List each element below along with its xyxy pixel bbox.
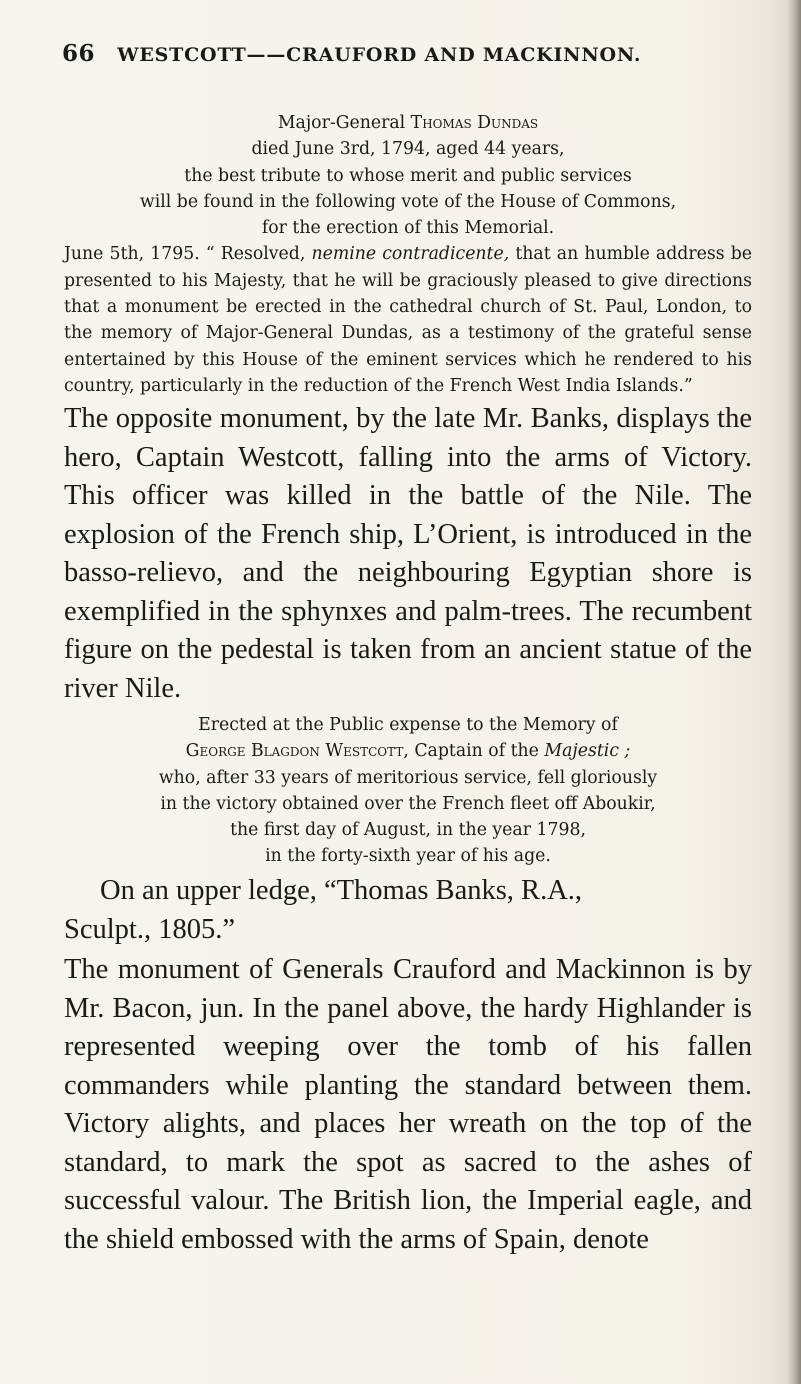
sculptor-note — [64, 872, 752, 949]
inscription-line: died June 3rd, 1794, aged 44 years, — [251, 139, 565, 160]
sculptor-line: On an upper ledge, “Thomas Banks, R.A., — [100, 875, 583, 906]
running-title: WESTCOTT——CRAUFORD AND MACKINNON. — [117, 44, 642, 66]
ship-name: Majestic ; — [544, 741, 631, 762]
paragraph-westcott-monument: The opposite monument, by the late Mr. Banks, displays the hero, Captain Westcott, falling into the arms of Victory. This officer was killed in the battle of the Nile. The explosion of the French ship, L’Orient, is introduced in the basso-relievo, and the neighbouring Egyptian shore is exemplified in the sphynxes and palm-trees. The recumbent figure on the pedestal is taken from an ancient statue of the river Nile. — [64, 403, 752, 704]
westcott-inscription — [64, 712, 752, 870]
inscription-line: the first day of August, in the year 1798, — [230, 820, 586, 841]
inscription-line: George Blagdon Westcott, Captain of the Majestic ; — [185, 741, 631, 762]
inscription-line: for the erection of this Memorial. — [261, 218, 555, 239]
dundas-name: Thomas Dundas — [410, 113, 539, 133]
commons-resolution: June 5th, 1795. “ Resolved, nemine contradicente, that an humble address be presented to his Majesty, that he will be graciously pleased to give directions that a monument be erected in the cathedral church of St. Paul, London, to the memory of Major-General Dundas, as a testimony of the grateful sense entertained by this House of the eminent services which he rendered to his country, particularly in the reduction of the French West India Islands.” — [64, 244, 752, 396]
inscription-line: in the forty-sixth year of his age. — [265, 846, 551, 867]
inscription-line: who, after 33 years of meritorious service, fell gloriously — [158, 767, 658, 788]
inscription-line: will be found in the following vote of the House of Commons, — [139, 191, 677, 212]
page-header — [62, 40, 742, 67]
inscription-line: Erected at the Public expense to the Memory of — [198, 715, 618, 735]
monument-description — [64, 400, 752, 708]
crauford-mackinnon-description — [64, 951, 752, 1259]
inscription-line: the best tribute to whose merit and public services — [184, 165, 632, 186]
sculptor-line: Sculpt., 1805.” — [64, 913, 235, 945]
page-number: 66 — [62, 40, 96, 67]
inscription-line: in the victory obtained over the French fleet off Aboukir, — [160, 793, 656, 814]
westcott-name: George Blagdon Westcott — [185, 741, 404, 762]
dundas-inscription — [64, 110, 752, 399]
paragraph-crauford-monument: The monument of Generals Crauford and Mackinnon is by Mr. Bacon, jun. In the panel above, the hardy Highlander is represented weeping over the tomb of his fallen commanders while planting the standard between them. Victory alights, and places her wreath on the top of the standard, to mark the spot as sacred to the ashes of successful valour. The British lion, the Imperial eagle, and the shield embossed with the arms of Spain, denote — [64, 954, 752, 1255]
inscription-line: Major-General Thomas Dundas — [277, 113, 539, 133]
page-edge-shadow — [787, 0, 801, 1384]
latin-phrase: nemine contradicente, — [311, 244, 510, 265]
